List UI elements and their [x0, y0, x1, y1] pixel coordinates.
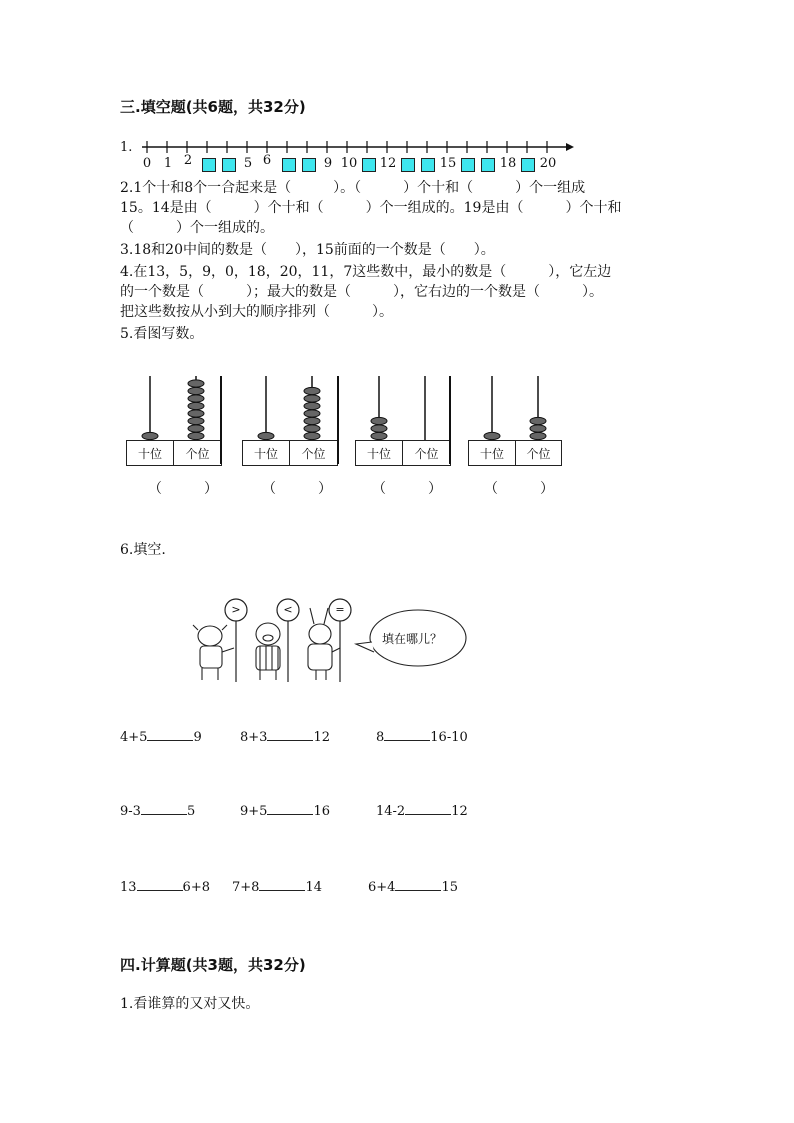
sign-less: <: [283, 603, 293, 616]
abacus-bead: [188, 387, 204, 394]
abacus-bead: [188, 425, 204, 432]
tens-label: 十位: [127, 441, 174, 465]
expr-left: 6+4: [368, 880, 396, 895]
abacus-bead: [530, 432, 546, 439]
abacus-bead: [304, 402, 320, 409]
nl-number: 1: [163, 156, 173, 171]
compare-item: [232, 880, 322, 895]
answer-paren[interactable]: （ ）: [484, 481, 554, 497]
expr-right: 9: [193, 730, 202, 745]
abacus-bead: [371, 417, 387, 424]
abacus-4: [468, 370, 568, 470]
abacus-rods: [242, 370, 342, 442]
abacus-bead: [188, 417, 204, 424]
q2-line2: 15。14是由（ ）个十和（ ）个一组成的。19是由（ ）个十和: [120, 200, 622, 216]
abacus-1: [126, 370, 226, 470]
section4-title: 四.计算题(共3题，共32分): [120, 956, 306, 974]
place-value-table: [126, 440, 222, 466]
nl-number: 12: [379, 156, 397, 171]
number-line: [138, 138, 578, 156]
abacus-3: [355, 370, 455, 470]
bubble-text: 填在哪儿？: [382, 632, 443, 646]
abacus-bead: [188, 395, 204, 402]
answer-blank[interactable]: [384, 730, 430, 741]
q5-title: 5.看图写数。: [120, 326, 204, 342]
nl-number: 5: [243, 156, 253, 171]
compare-item: [120, 880, 210, 895]
abacus-bead: [484, 432, 500, 439]
compare-item: [376, 804, 468, 819]
answer-blank[interactable]: [147, 730, 193, 741]
blank-box[interactable]: [282, 158, 296, 172]
blank-box[interactable]: [401, 158, 415, 172]
nl-number: 15: [439, 156, 457, 171]
nl-number: 6: [262, 153, 272, 168]
expr-left: 13: [120, 880, 137, 895]
nl-number: 0: [142, 156, 152, 171]
abacus-bead: [371, 432, 387, 439]
abacus-rods: [468, 370, 568, 442]
ones-label: 个位: [414, 446, 439, 461]
expr-left: 9-3: [120, 804, 141, 819]
q4-line1: 4.在13，5，9，0，18，20，11，7这些数中，最小的数是（ ），它左边: [120, 264, 612, 280]
nl-number: 9: [323, 156, 333, 171]
blank-box[interactable]: [362, 158, 376, 172]
ones-label: 个位: [185, 446, 210, 461]
abacus-bead: [142, 432, 158, 439]
blank-box[interactable]: [421, 158, 435, 172]
abacus-2: [242, 370, 342, 470]
nl-number: 18: [499, 156, 517, 171]
answer-blank[interactable]: [267, 730, 313, 741]
expr-left: 14-2: [376, 804, 406, 819]
abacus-bead: [304, 417, 320, 424]
blank-box[interactable]: [302, 158, 316, 172]
section4-q1: 1.看谁算的又对又快。: [120, 996, 260, 1012]
blank-box[interactable]: [481, 158, 495, 172]
divider: [449, 376, 451, 464]
blank-box[interactable]: [202, 158, 216, 172]
expr-left: 9+5: [240, 804, 268, 819]
abacus-bead: [304, 432, 320, 439]
abacus-bead: [371, 425, 387, 432]
q2-line1: 2.1个十和8个一合起来是（ ）。（ ）个十和（ ）个一组成: [120, 180, 586, 196]
tens-label: 十位: [469, 441, 516, 465]
abacus-bead: [304, 425, 320, 432]
abacus-bead: [258, 432, 274, 439]
tens-label: 十位: [243, 441, 290, 465]
q1-label: 1.: [120, 140, 133, 155]
place-value-table: [468, 440, 562, 466]
expr-right: 6+8: [182, 880, 210, 895]
abacus-bead: [188, 380, 204, 387]
q4-line2: 的一个数是（ ）；最大的数是（ ），它右边的一个数是（ ）。: [120, 284, 603, 300]
q4-line3: 把这些数按从小到大的顺序排列（ ）。: [120, 304, 393, 320]
compare-item: [376, 730, 468, 745]
abacus-group: [0, 370, 794, 500]
compare-item: [240, 804, 330, 819]
compare-item: [368, 880, 458, 895]
sign-greater: >: [231, 603, 241, 616]
abacus-bead: [304, 395, 320, 402]
place-value-table: [355, 440, 451, 466]
answer-blank[interactable]: [395, 880, 441, 891]
abacus-bead: [188, 402, 204, 409]
expr-left: 4+5: [120, 730, 148, 745]
divider: [337, 376, 339, 464]
answer-blank[interactable]: [267, 804, 313, 815]
compare-item: [120, 730, 202, 745]
arrow-icon: [566, 143, 574, 151]
compare-item: [240, 730, 330, 745]
answer-paren[interactable]: （ ）: [262, 481, 332, 497]
sign-equal: =: [335, 603, 345, 616]
abacus-rods: [355, 370, 455, 442]
compare-item: [120, 804, 195, 819]
abacus-bead: [304, 387, 320, 394]
nl-number: 10: [340, 156, 358, 171]
nl-number: 2: [183, 153, 193, 168]
nl-number: 20: [539, 156, 557, 171]
q2-line3: （ ）个一组成的。: [120, 220, 274, 236]
answer-blank[interactable]: [405, 804, 451, 815]
cow-icon: [193, 625, 234, 680]
section3-title: 三.填空题(共6题，共32分): [120, 98, 306, 116]
expr-right: 16-10: [430, 730, 468, 745]
expr-left: 7+8: [232, 880, 260, 895]
q6-title: 6.填空.: [120, 542, 166, 558]
expr-right: 12: [313, 730, 330, 745]
expr-left: 8: [376, 730, 385, 745]
number-line-labels: [138, 153, 578, 174]
blank-box[interactable]: [222, 158, 236, 172]
expr-right: 16: [313, 804, 330, 819]
abacus-rods: [126, 370, 226, 442]
blank-box[interactable]: [461, 158, 475, 172]
answer-blank[interactable]: [259, 880, 305, 891]
q3-text: 3.18和20中间的数是（ ），15前面的一个数是（ ）。: [120, 242, 495, 258]
abacus-bead: [188, 432, 204, 439]
answer-blank[interactable]: [141, 804, 187, 815]
abacus-bead: [188, 410, 204, 417]
expr-right: 12: [451, 804, 468, 819]
abacus-bead: [304, 410, 320, 417]
expr-left: 8+3: [240, 730, 268, 745]
expr-right: 5: [186, 804, 196, 819]
divider: [220, 376, 222, 464]
answer-paren[interactable]: （ ）: [148, 481, 218, 497]
ones-label: 个位: [526, 446, 551, 461]
pig-icon: [256, 623, 280, 680]
ones-label: 个位: [301, 446, 326, 461]
answer-paren[interactable]: （ ）: [372, 481, 442, 497]
tens-label: 十位: [356, 441, 403, 465]
abacus-bead: [530, 417, 546, 424]
answer-blank[interactable]: [137, 880, 183, 891]
place-value-table: [242, 440, 338, 466]
expr-right: 14: [305, 880, 322, 895]
blank-box[interactable]: [521, 158, 535, 172]
expr-right: 15: [441, 880, 458, 895]
abacus-bead: [530, 425, 546, 432]
